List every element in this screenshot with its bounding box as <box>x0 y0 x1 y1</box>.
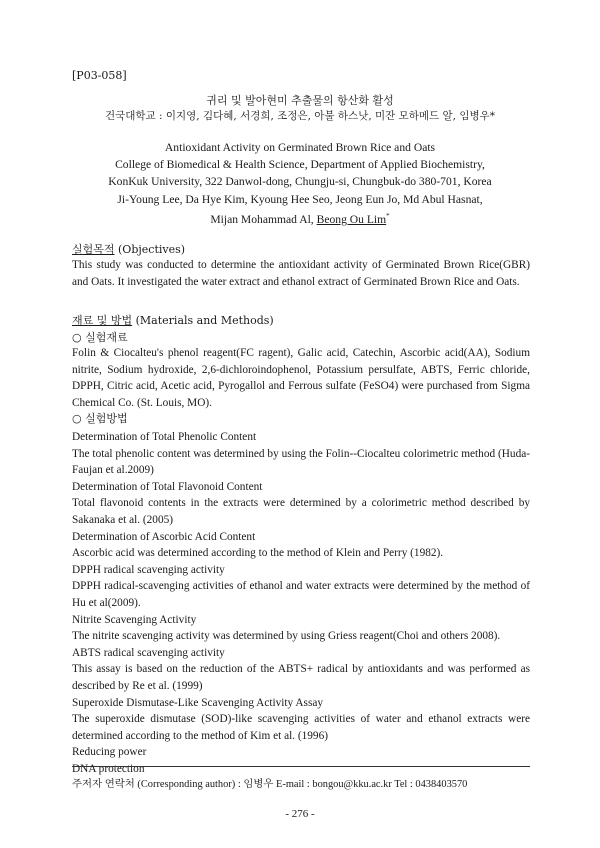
materials-heading <box>72 312 530 328</box>
method-text: DPPH radical-scavenging activities of ethanol and water extracts were determined by the method of Hu et al(2009). <box>72 580 530 609</box>
method-text: The total phenolic content was determined by using the Folin‐‐Ciocalteu colorimetric method (Huda-Faujan et al.2009) <box>72 447 530 477</box>
corresponding-author-info: 주저자 연락처 (Corresponding author) : 임병우 E-mail : bongou@kku.ac.kr Tel : 0438403570 <box>72 779 468 790</box>
objectives-section <box>72 241 530 290</box>
objectives-heading-en: (Objectives) <box>114 243 186 256</box>
page-number: - 276 - <box>285 808 315 820</box>
method-heading: Determination of Total Flavonoid Content <box>72 480 263 493</box>
objectives-text: This study was conducted to determine the antioxidant activity of Germinated Brown Rice(GBR) and Oats. It investigated the water extract and ethanol extract of Germinated Brown Rice and Oats. <box>72 259 530 288</box>
method-text: Ascorbic acid was determined according to the method of Klein and Perry (1982). <box>72 547 444 560</box>
method-heading: DPPH radical scavenging activity <box>72 563 225 576</box>
materials-text: Folin & Ciocalteu's phenol reagent(FC ragent), Galic acid, Catechin, Ascorbic acid(AA), Sodium nitrite, Sodium hydroxide, 2,6-dichloroindophenol, Potassium persulfate, ABTS, Ferric chloride, DPPH, Citric acid, Acetic acid, Pyrogallol and Ferrous sulfate (FeSO4) were purchased from Sigma Chemical Co. (St. Louis, MO). <box>72 347 530 409</box>
poster-code: [P03-058] <box>72 69 127 82</box>
footer-divider <box>72 766 530 767</box>
methods-section <box>72 410 530 777</box>
materials-subheading: ○ 실험재료 <box>72 331 128 344</box>
method-text: The nitrite scavenging activity was determined by using Griess reagent(Choi and others 2008). <box>72 630 501 643</box>
method-heading: Determination of Ascorbic Acid Content <box>72 530 256 543</box>
corresponding-mark: * <box>386 211 390 220</box>
title-korean: 귀리 및 발아현미 추출물의 항산화 활성 <box>206 94 394 107</box>
corresponding-author-name: Beong Ou Lim <box>316 212 387 226</box>
method-heading: Determination of Total Phenolic Content <box>72 431 257 443</box>
affiliation-korean: 건국대학교 : 이지영, 김다혜, 서경희, 조정은, 아불 하스낫, 미잔 모하메드 알, 임병우* <box>104 110 496 122</box>
method-heading: Superoxide Dismutase-Like Scavenging Activity Assay <box>72 696 324 709</box>
method-heading: Reducing power <box>72 746 147 759</box>
method-heading: ABTS radical scavenging activity <box>72 646 225 659</box>
method-text: This assay is based on the reduction of the ABTS+ radical by antioxidants and was performed as described by Re et al. (1999) <box>72 663 530 692</box>
title-english: Antioxidant Activity on Germinated Brown Rice and Oats <box>164 141 436 154</box>
objectives-heading <box>72 241 530 257</box>
materials-heading-ko: 재료 및 방법 <box>72 314 133 327</box>
english-header <box>0 139 600 228</box>
methods-subheading: ○ 실험방법 <box>72 412 128 425</box>
affiliation-line-1: College of Biomedical & Health Science, Department of Applied Biochemistry, <box>115 158 485 172</box>
method-text: The superoxide dismutase (SOD)-like scavenging activities of water and ethanol extracts were determined according to the method of Kim et al. (1996) <box>72 713 530 742</box>
objectives-heading-ko: 실험목적 <box>72 243 115 256</box>
method-heading: Nitrite Scavenging Activity <box>72 613 197 626</box>
authors-line-2 <box>0 208 600 228</box>
authors-line-1: Ji-Young Lee, Da Hye Kim, Kyoung Hee Seo, Jeong Eun Jo, Md Abul Hasnat, <box>117 192 483 206</box>
method-heading: DNA protection <box>72 762 145 775</box>
affiliation-line-2: KonKuk University, 322 Danwol-dong, Chungju-si, Chungbuk-do 380-701, Korea <box>108 175 492 189</box>
method-text: Total flavonoid contents in the extracts were determined by a colorimetric method described by Sakanaka et al. (2005) <box>72 497 530 526</box>
materials-heading-en: (Materials and Methods) <box>132 314 274 327</box>
authors-line-2-text: Mijan Mohammad Al, <box>210 212 317 226</box>
materials-section <box>72 312 530 411</box>
